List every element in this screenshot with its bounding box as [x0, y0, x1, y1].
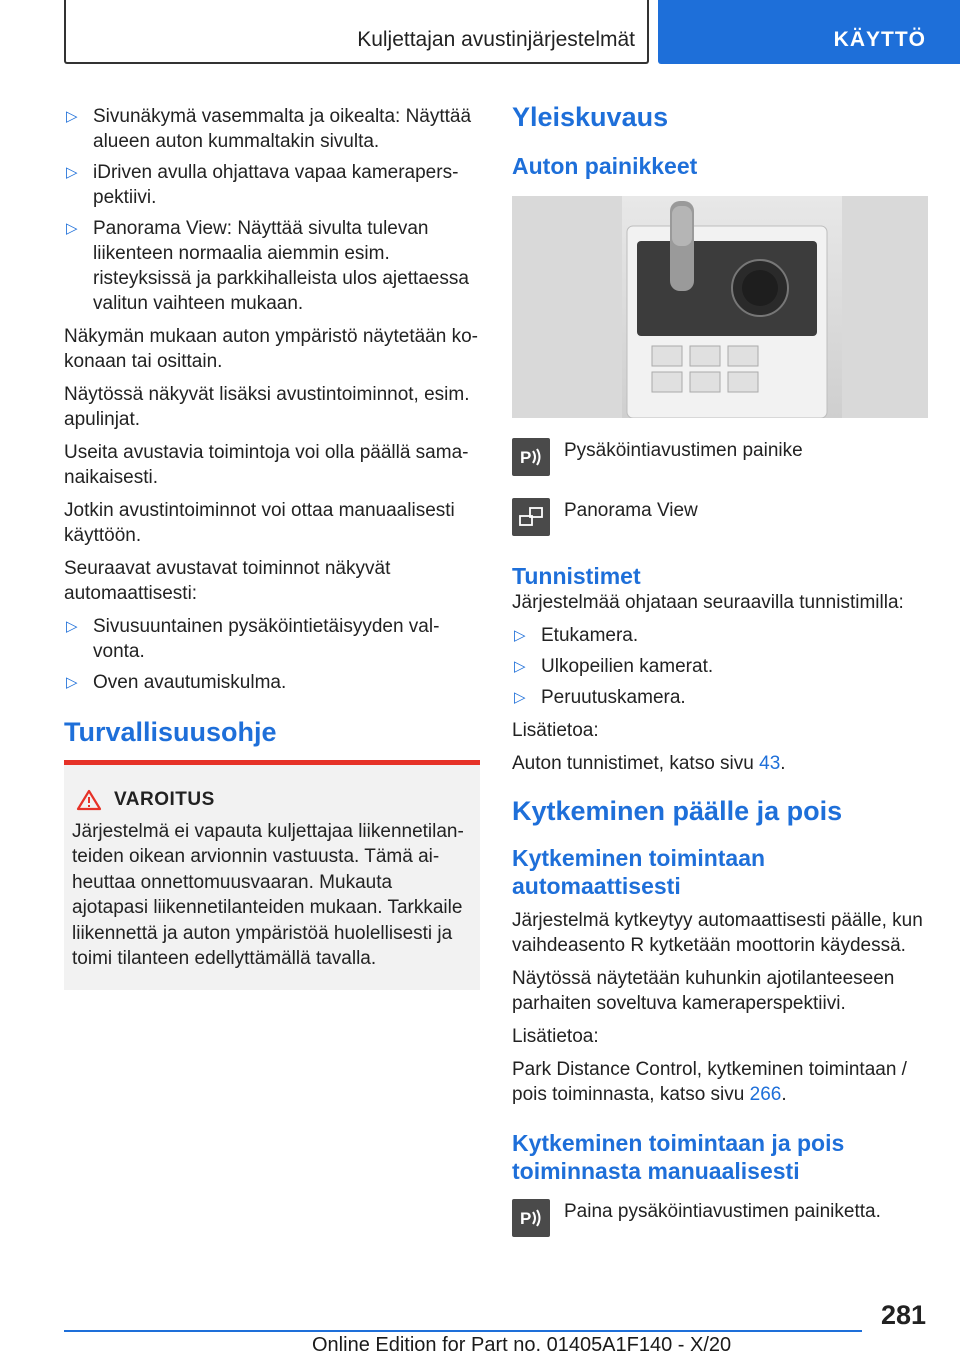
manual-instruction-row: [512, 1199, 928, 1237]
auto-functions-list: [64, 614, 480, 695]
button-label: Panorama View: [564, 500, 698, 521]
triangle-bullet-icon: ▷: [66, 674, 78, 691]
list-item: ▷ Oven avautumiskulma.: [66, 672, 287, 693]
more-info-label: Lisätietoa:: [512, 1026, 599, 1047]
list-item: ▷ Sivunäkymä vasemmalta ja oikealta: Näyttää alueen auton kummaltakin sivulta.: [66, 106, 472, 152]
list-item: ▷ Sivusuuntainen pysäköintietäisyyden valvonta.: [66, 616, 440, 662]
triangle-bullet-icon: ▷: [66, 164, 78, 181]
paragraph: Useita avustavia toimintoja voi olla päällä samanaikaisesti.: [64, 442, 469, 488]
right-column: [512, 100, 928, 1237]
view-bullet-list: [64, 104, 480, 316]
warning-box: [64, 760, 480, 990]
header-chapter-tab[interactable]: [658, 0, 960, 64]
triangle-bullet-icon: ▷: [66, 220, 78, 237]
warning-title: VAROITUS: [114, 789, 215, 810]
button-label: Pysäköintiavustimen painike: [564, 440, 803, 461]
paragraph: Järjestelmä kytkeytyy automaattisesti päälle, kun vaihdeasento R kytketään moottorin käydessä.: [512, 910, 923, 956]
paragraph: Seuraavat avustavat toiminnot näkyvät automaattisesti:: [64, 558, 391, 604]
triangle-bullet-icon: ▷: [514, 689, 526, 706]
sensors-heading: Tunnistimet: [512, 563, 641, 589]
panorama-button-row: [512, 498, 928, 536]
buttons-heading: Auton painikkeet: [512, 153, 698, 179]
sensors-reference: Auton tunnistimet, katso sivu 43.: [512, 753, 786, 774]
list-item: ▷ Etukamera.: [514, 625, 639, 646]
page-number: 281: [880, 1300, 926, 1330]
parking-button-row: [512, 438, 928, 476]
manual-instruction-text: Paina pysäköintiavustimen painiketta.: [564, 1201, 881, 1222]
section-title: Kuljettajan avustinjärjestelmät: [357, 28, 635, 51]
auto-heading: Kytkeminen toimintaan automaattisesti: [512, 845, 766, 899]
safety-heading: Turvallisuusohje: [64, 717, 277, 747]
manual-heading: Kytkeminen toimintaan ja pois toiminnasta manuaalisesti: [512, 1130, 845, 1184]
triangle-bullet-icon: ▷: [514, 658, 526, 675]
left-column: [64, 104, 480, 749]
list-item: ▷ iDriven avulla ohjattava vapaa kameraperspektiivi.: [66, 162, 459, 208]
list-item: ▷ Panorama View: Näyttää sivulta tulevan liikenteen normaalia aiemmin esim. risteyksissä ja parkkihalleista ulos ajettaessa valitun vaihteen mukaan.: [66, 218, 469, 314]
sensors-intro: Järjestelmää ohjataan seuraavilla tunnistimilla:: [512, 592, 904, 613]
chapter-title: KÄYTTÖ: [833, 28, 926, 51]
warning-text: Järjestelmä ei vapauta kuljettajaa liikennetilanteiden oikean arvionnin vastuusta. Tämä aiheuttaa onnettomuusvaaran. Mukauta ajotapasi liikennetilanteiden mukaan. Tarkkaile liikennettä ja auton ympäristöä huolellisesti ja toimi tilanteen edellyttämällä tavalla.: [72, 820, 464, 969]
more-info-label: Lisätietoa:: [512, 720, 599, 741]
parking-assistant-icon: [512, 1199, 550, 1237]
list-item: ▷ Peruutuskamera.: [514, 687, 686, 708]
paragraph: Jotkin avustintoiminnot voi ottaa manuaalisesti käyttöön.: [64, 500, 455, 546]
switch-heading: Kytkeminen päälle ja pois: [512, 796, 843, 826]
center-console-photo: [512, 196, 928, 418]
page-link-43[interactable]: 43: [759, 753, 781, 774]
paragraph: Näytössä näytetään kuhunkin ajotilanteeseen parhaiten soveltuva kameraperspektiivi.: [512, 968, 895, 1014]
warning-triangle-icon: [76, 789, 102, 811]
triangle-bullet-icon: ▷: [66, 108, 78, 125]
footer-divider: [64, 1330, 862, 1332]
triangle-bullet-icon: ▷: [514, 627, 526, 644]
warning-header: [72, 787, 472, 813]
sensors-list: [512, 623, 928, 710]
panorama-view-icon: [512, 498, 550, 536]
paragraph: Näkymän mukaan auton ympäristö näytetään kokonaan tai osittain.: [64, 326, 478, 372]
page-link-266[interactable]: 266: [749, 1084, 782, 1105]
paragraph: Näytössä näkyvät lisäksi avustintoiminnot, esim. apulinjat.: [64, 384, 470, 430]
svg-text:P: P: [520, 448, 532, 467]
footer-edition: Online Edition for Part no. 01405A1F140 - X/20: [312, 1334, 732, 1356]
header-section-box: [64, 0, 649, 64]
triangle-bullet-icon: ▷: [66, 618, 78, 635]
overview-heading: Yleiskuvaus: [512, 102, 669, 132]
svg-text:P: P: [520, 1209, 532, 1228]
list-item: ▷ Ulkopeilien kamerat.: [514, 656, 714, 677]
parking-assistant-icon: [512, 438, 550, 476]
pdc-reference: Park Distance Control, kytkeminen toimintaan / pois toiminnasta, katso sivu 266.: [512, 1059, 907, 1105]
